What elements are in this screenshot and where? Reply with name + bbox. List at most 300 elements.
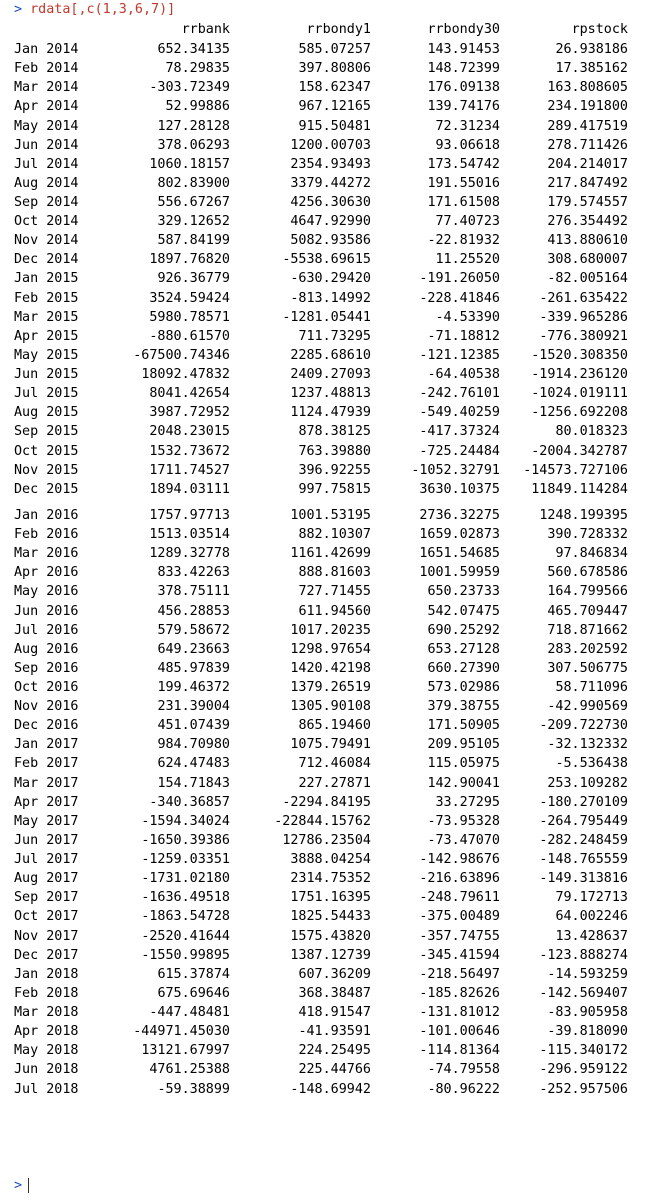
rpstock-value: 26.938186 <box>555 42 628 57</box>
rpstock-value: -1520.308350 <box>531 347 628 363</box>
table-row <box>0 850 658 869</box>
table-row <box>0 78 658 97</box>
rrbondy1-value: 882.10307 <box>298 527 371 542</box>
rrbondy1-value: 865.19460 <box>298 718 371 734</box>
rpstock-value: 560.678586 <box>547 565 628 581</box>
rrbank-value: -303.72349 <box>149 80 230 96</box>
rrbondy1-value: 1298.97654 <box>290 641 371 657</box>
rrbank-value: 1060.18157 <box>149 156 230 172</box>
rrbondy30-value: 660.27390 <box>427 660 500 676</box>
table-row <box>0 422 658 441</box>
rpstock-value: 217.847492 <box>547 175 628 191</box>
rrbank-value: 675.69646 <box>157 985 230 1001</box>
rrbondy1-value: 1161.42699 <box>290 546 371 562</box>
rrbank-value: 587.84199 <box>157 233 230 249</box>
rrbondy1-value: 727.71455 <box>298 584 371 600</box>
rpstock-value: -282.248459 <box>539 832 628 848</box>
rrbank-value: -447.48481 <box>149 1005 230 1020</box>
column-header-rrbank: rrbank <box>181 22 230 37</box>
table-row <box>0 97 658 116</box>
table-row <box>0 812 658 831</box>
rrbondy30-value: 171.50905 <box>427 718 500 734</box>
rrbondy30-value: 573.02986 <box>427 680 500 695</box>
console-prompt: > <box>14 2 23 17</box>
rrbondy30-value: -121.12385 <box>419 347 500 363</box>
table-row <box>0 716 658 735</box>
rpstock-value: -142.569407 <box>539 985 628 1001</box>
rrbondy1-value: 967.12165 <box>298 99 371 115</box>
rrbondy30-value: 650.23733 <box>427 584 500 600</box>
row-date: Dec 2015 <box>14 481 79 497</box>
rpstock-value: 204.214017 <box>547 156 628 172</box>
rrbondy30-value: -725.24484 <box>419 443 500 459</box>
table-row <box>0 621 658 640</box>
rrbondy1-value: 1379.26519 <box>290 680 371 695</box>
column-header-rrbondy30: rrbondy30 <box>427 22 500 37</box>
row-date: Dec 2016 <box>14 718 79 734</box>
rrbondy1-value: 1825.54433 <box>290 909 371 925</box>
rrbondy1-value: 611.94560 <box>298 603 371 619</box>
rrbondy1-value: 997.75815 <box>298 481 371 497</box>
rpstock-value: 163.808605 <box>547 80 628 96</box>
row-date: Sep 2015 <box>14 424 79 440</box>
rrbondy30-value: -101.00646 <box>419 1024 500 1040</box>
table-row <box>0 136 658 155</box>
rpstock-value: 13.428637 <box>555 928 628 944</box>
table-row <box>0 946 658 965</box>
row-date: Jul 2014 <box>14 156 79 172</box>
rrbondy30-value: -131.81012 <box>419 1005 500 1020</box>
rrbondy30-value: 209.95105 <box>427 737 500 753</box>
rrbondy30-value: 139.74176 <box>427 99 500 115</box>
rrbank-value: 127.28128 <box>157 118 230 134</box>
row-date: Jun 2015 <box>14 367 79 382</box>
row-date: Oct 2014 <box>14 214 79 230</box>
table-row <box>0 793 658 812</box>
rrbondy30-value: 653.27128 <box>427 641 500 657</box>
rrbondy1-value: 888.81603 <box>298 565 371 581</box>
rrbondy30-value: -216.63896 <box>419 871 500 887</box>
table-row <box>0 1060 658 1079</box>
rpstock-value: -115.340172 <box>539 1043 628 1059</box>
rrbank-value: -880.61570 <box>149 328 230 344</box>
table-row <box>0 888 658 907</box>
rpstock-value: -148.765559 <box>539 852 628 867</box>
rpstock-value: -39.818090 <box>547 1024 628 1040</box>
rpstock-value: -42.990569 <box>547 699 628 715</box>
rrbondy1-value: -630.29420 <box>290 271 371 287</box>
input-prompt: > <box>14 1178 23 1193</box>
row-date: Jan 2015 <box>14 271 79 287</box>
rrbondy1-value: 396.92255 <box>298 462 371 478</box>
rrbondy30-value: 191.55016 <box>427 175 500 191</box>
row-date: Dec 2017 <box>14 947 79 963</box>
rrbondy1-value: -1281.05441 <box>282 309 371 325</box>
table-row <box>0 544 658 563</box>
table-row <box>0 697 658 716</box>
table-row <box>0 289 658 308</box>
rrbondy30-value: 77.40723 <box>435 214 500 230</box>
rrbondy30-value: -71.18812 <box>427 328 500 344</box>
rrbondy30-value: 171.61508 <box>427 195 500 210</box>
rrbank-value: 579.58672 <box>157 622 230 638</box>
rpstock-value: -1256.692208 <box>531 405 628 421</box>
rpstock-value: -264.795449 <box>539 813 628 829</box>
rpstock-value: 234.191800 <box>547 99 628 115</box>
rpstock-value: -149.313816 <box>539 871 628 887</box>
rrbank-value: -44971.45030 <box>133 1024 230 1040</box>
row-date: Jan 2016 <box>14 507 79 523</box>
row-date: Jan 2018 <box>14 966 79 982</box>
rrbank-value: -1650.39386 <box>141 832 230 848</box>
rrbondy1-value: 225.44766 <box>298 1062 371 1078</box>
row-date: May 2018 <box>14 1043 79 1059</box>
rrbondy1-value: 227.27871 <box>298 775 371 791</box>
row-date: May 2017 <box>14 813 79 829</box>
row-date: Jun 2016 <box>14 603 79 619</box>
rrbondy1-value: 397.80806 <box>298 61 371 77</box>
rpstock-value: 308.680007 <box>547 252 628 268</box>
rrbondy30-value: 148.72399 <box>427 61 500 77</box>
rrbank-value: 485.97839 <box>157 660 230 676</box>
rrbondy1-value: 915.50481 <box>298 118 371 134</box>
rpstock-value: -776.380921 <box>539 328 628 344</box>
rrbondy30-value: -228.41846 <box>419 290 500 306</box>
rrbondy1-value: 4256.30630 <box>290 195 371 210</box>
rrbondy1-value: 878.38125 <box>298 424 371 440</box>
rrbank-value: 652.34135 <box>157 42 230 57</box>
rrbank-value: 1894.03111 <box>149 481 230 497</box>
rrbondy1-value: 1075.79491 <box>290 737 371 753</box>
rrbank-value: 2048.23015 <box>149 424 230 440</box>
rrbondy30-value: -64.40538 <box>427 367 500 382</box>
rrbondy1-value: 368.38487 <box>298 985 371 1001</box>
rrbondy30-value: 93.06618 <box>435 137 500 153</box>
table-row <box>0 461 658 480</box>
rpstock-value: 17.385162 <box>555 61 628 77</box>
rrbank-value: 13121.67997 <box>141 1043 230 1059</box>
rrbondy1-value: 5082.93586 <box>290 233 371 249</box>
rpstock-value: -82.005164 <box>547 271 628 287</box>
rpstock-value: 253.109282 <box>547 775 628 791</box>
table-row <box>0 1022 658 1041</box>
rpstock-value: -1024.019111 <box>531 386 628 402</box>
rpstock-value: 413.880610 <box>547 233 628 249</box>
rrbondy30-value: 2736.32275 <box>419 507 500 523</box>
rpstock-value: 465.709447 <box>547 603 628 619</box>
row-date: Jan 2014 <box>14 42 79 57</box>
rrbank-value: 1289.32778 <box>149 546 230 562</box>
rpstock-value: -5.536438 <box>555 756 628 772</box>
row-date: Feb 2017 <box>14 756 79 772</box>
rpstock-value: -296.959122 <box>539 1062 628 1078</box>
rrbank-value: 926.36779 <box>157 271 230 287</box>
rrbank-value: 52.99886 <box>165 99 230 115</box>
rrbondy30-value: 173.54742 <box>427 156 500 172</box>
table-row <box>0 365 658 384</box>
rrbondy1-value: 1001.53195 <box>290 507 371 523</box>
row-date: Oct 2016 <box>14 680 79 695</box>
table-row <box>0 193 658 212</box>
rrbank-value: 5980.78571 <box>149 309 230 325</box>
rrbondy30-value: -417.37324 <box>419 424 500 440</box>
row-date: May 2016 <box>14 584 79 600</box>
table-row <box>0 1003 658 1022</box>
table-row <box>0 384 658 403</box>
column-header-row <box>0 20 658 39</box>
row-date: Aug 2016 <box>14 641 79 657</box>
rrbank-value: -1594.34024 <box>141 813 230 829</box>
row-date: Jan 2017 <box>14 737 79 753</box>
rrbondy1-value: 2409.27093 <box>290 367 371 382</box>
rpstock-value: -2004.342787 <box>531 443 628 459</box>
rpstock-value: 97.846834 <box>555 546 628 562</box>
rrbank-value: -1550.99895 <box>141 947 230 963</box>
rpstock-value: 278.711426 <box>547 137 628 153</box>
rpstock-value: -123.888274 <box>539 947 628 963</box>
rrbondy30-value: 1001.59959 <box>419 565 500 581</box>
row-date: Nov 2015 <box>14 462 79 478</box>
row-date: Nov 2016 <box>14 699 79 715</box>
rpstock-value: 390.728332 <box>547 527 628 542</box>
command-text: rdata[,c(1,3,6,7)] <box>30 2 176 17</box>
rpstock-value: 79.172713 <box>555 890 628 906</box>
rpstock-value: 283.202592 <box>547 641 628 657</box>
rrbondy30-value: -1052.32791 <box>411 462 500 478</box>
row-date: Sep 2014 <box>14 195 79 210</box>
rrbondy1-value: 711.73295 <box>298 328 371 344</box>
table-row <box>0 774 658 793</box>
rrbondy30-value: -74.79558 <box>427 1062 500 1078</box>
rrbondy1-value: -41.93591 <box>298 1024 371 1040</box>
rrbondy30-value: 142.90041 <box>427 775 500 791</box>
rpstock-value: -252.957506 <box>539 1081 628 1097</box>
table-row <box>0 327 658 346</box>
table-row <box>0 907 658 926</box>
rpstock-value: 1248.199395 <box>539 507 628 523</box>
row-date: Jul 2017 <box>14 852 79 867</box>
rrbondy1-value: 1420.42198 <box>290 660 371 676</box>
rrbondy1-value: 12786.23504 <box>282 832 371 848</box>
rrbondy30-value: 33.27295 <box>435 794 500 810</box>
row-date: Apr 2015 <box>14 328 79 344</box>
rpstock-value: 58.711096 <box>555 680 628 695</box>
row-date: Nov 2017 <box>14 928 79 944</box>
rrbondy1-value: 1575.43820 <box>290 928 371 944</box>
rrbondy30-value: -185.82626 <box>419 985 500 1001</box>
row-date: Apr 2016 <box>14 565 79 581</box>
rrbondy1-value: 2314.75352 <box>290 871 371 887</box>
rrbondy1-value: -5538.69615 <box>282 252 371 268</box>
rrbank-value: -1863.54728 <box>141 909 230 925</box>
rrbondy1-value: 4647.92990 <box>290 214 371 230</box>
table-row <box>0 40 658 59</box>
row-date: Aug 2017 <box>14 871 79 887</box>
column-header-rpstock: rpstock <box>571 22 628 37</box>
table-row <box>0 1080 658 1099</box>
rrbank-value: 615.37874 <box>157 966 230 982</box>
rrbank-value: 8041.42654 <box>149 386 230 402</box>
rrbank-value: 1757.97713 <box>149 507 230 523</box>
input-line[interactable] <box>14 1176 29 1196</box>
rrbondy30-value: 115.05975 <box>427 756 500 772</box>
rpstock-value: 11849.114284 <box>531 481 628 497</box>
table-row <box>0 403 658 422</box>
rrbondy30-value: 1659.02873 <box>419 527 500 542</box>
table-row <box>0 250 658 269</box>
rrbondy30-value: 143.91453 <box>427 42 500 57</box>
rpstock-value: -14.593259 <box>547 966 628 982</box>
rrbondy30-value: 1651.54685 <box>419 546 500 562</box>
rpstock-value: -261.635422 <box>539 290 628 306</box>
rrbondy1-value: 1200.00703 <box>290 137 371 153</box>
rrbank-value: 1897.76820 <box>149 252 230 268</box>
table-row <box>0 525 658 544</box>
rrbondy1-value: 1017.20235 <box>290 622 371 638</box>
rrbank-value: 3987.72952 <box>149 405 230 421</box>
table-row <box>0 831 658 850</box>
table-row <box>0 659 658 678</box>
table-row <box>0 1041 658 1060</box>
row-date: Dec 2014 <box>14 252 79 268</box>
rrbank-value: -340.36857 <box>149 794 230 810</box>
table-row <box>0 174 658 193</box>
rrbondy30-value: -242.76101 <box>419 386 500 402</box>
rrbank-value: 1532.73672 <box>149 443 230 459</box>
table-row <box>0 308 658 327</box>
rrbank-value: 4761.25388 <box>149 1062 230 1078</box>
row-date: May 2015 <box>14 347 79 363</box>
rrbondy1-value: 1387.12739 <box>290 947 371 963</box>
rrbondy1-value: 418.91547 <box>298 1005 371 1020</box>
rrbondy1-value: -148.69942 <box>290 1081 371 1097</box>
table-row <box>0 480 658 499</box>
table-row <box>0 212 658 231</box>
rrbank-value: -1731.02180 <box>141 871 230 887</box>
row-date: Nov 2014 <box>14 233 79 249</box>
row-date: Mar 2017 <box>14 775 79 791</box>
rpstock-value: 80.018323 <box>555 424 628 440</box>
row-date: Jul 2015 <box>14 386 79 402</box>
rrbank-value: 1711.74527 <box>149 462 230 478</box>
row-date: Jul 2016 <box>14 622 79 638</box>
table-row <box>0 442 658 461</box>
row-date: Apr 2014 <box>14 99 79 115</box>
rrbondy30-value: 379.38755 <box>427 699 500 715</box>
rpstock-value: 164.799566 <box>547 584 628 600</box>
rrbondy30-value: -73.47070 <box>427 832 500 848</box>
rrbondy30-value: -248.79611 <box>419 890 500 906</box>
rrbank-value: -1636.49518 <box>141 890 230 906</box>
rrbank-value: -67500.74346 <box>133 347 230 363</box>
rrbondy30-value: -218.56497 <box>419 966 500 982</box>
table-row <box>0 582 658 601</box>
rrbondy30-value: 3630.10375 <box>419 481 500 497</box>
row-date: Aug 2014 <box>14 175 79 191</box>
rrbank-value: 154.71843 <box>157 775 230 791</box>
rrbank-value: 78.29835 <box>165 61 230 77</box>
table-row <box>0 117 658 136</box>
rpstock-value: -83.905958 <box>547 1005 628 1020</box>
text-cursor <box>28 1178 29 1193</box>
table-row <box>0 231 658 250</box>
rrbondy1-value: -813.14992 <box>290 290 371 306</box>
row-date: Sep 2016 <box>14 660 79 676</box>
table-row <box>0 602 658 621</box>
rpstock-value: 289.417519 <box>547 118 628 134</box>
rrbank-value: 984.70980 <box>157 737 230 753</box>
row-date: Apr 2018 <box>14 1024 79 1040</box>
rrbank-value: 378.06293 <box>157 137 230 153</box>
table-row <box>0 506 658 525</box>
row-date: Aug 2015 <box>14 405 79 421</box>
rpstock-value: 718.871662 <box>547 622 628 638</box>
table-row <box>0 640 658 659</box>
row-date: Jun 2018 <box>14 1062 79 1078</box>
rrbank-value: 231.39004 <box>157 699 230 715</box>
row-date: Mar 2014 <box>14 80 79 96</box>
rpstock-value: 179.574557 <box>547 195 628 210</box>
rrbondy30-value: 690.25292 <box>427 622 500 638</box>
rrbondy1-value: 712.46084 <box>298 756 371 772</box>
table-row <box>0 563 658 582</box>
rrbank-value: 802.83900 <box>157 175 230 191</box>
rrbank-value: 649.23663 <box>157 641 230 657</box>
rrbondy30-value: 176.09138 <box>427 80 500 96</box>
table-row <box>0 927 658 946</box>
row-date: Mar 2018 <box>14 1005 79 1020</box>
rrbondy30-value: -142.98676 <box>419 852 500 867</box>
row-date: Jun 2017 <box>14 832 79 848</box>
rrbank-value: 378.75111 <box>157 584 230 600</box>
rrbondy1-value: 3888.04254 <box>290 852 371 867</box>
rpstock-value: 307.506775 <box>547 660 628 676</box>
rrbank-value: 833.42263 <box>157 565 230 581</box>
rrbondy1-value: 1751.16395 <box>290 890 371 906</box>
rpstock-value: 64.002246 <box>555 909 628 925</box>
row-date: Mar 2015 <box>14 309 79 325</box>
rpstock-value: 276.354492 <box>547 214 628 230</box>
rrbondy1-value: 763.39880 <box>298 443 371 459</box>
rrbondy1-value: 1305.90108 <box>290 699 371 715</box>
row-date: Mar 2016 <box>14 546 79 562</box>
rrbank-value: 556.67267 <box>157 195 230 210</box>
table-row <box>0 754 658 773</box>
rrbondy1-value: 585.07257 <box>298 42 371 57</box>
rrbondy1-value: -2294.84195 <box>282 794 371 810</box>
rrbank-value: 1513.03514 <box>149 527 230 542</box>
rpstock-value: -32.132332 <box>547 737 628 753</box>
table-row <box>0 965 658 984</box>
rrbondy30-value: 72.31234 <box>435 118 500 134</box>
column-header-rrbondy1: rrbondy1 <box>306 22 371 37</box>
rrbondy1-value: 3379.44272 <box>290 175 371 191</box>
rpstock-value: -14573.727106 <box>523 462 628 478</box>
rrbank-value: 456.28853 <box>157 603 230 619</box>
rrbondy1-value: 607.36209 <box>298 966 371 982</box>
table-row <box>0 869 658 888</box>
rrbank-value: 199.46372 <box>157 680 230 695</box>
table-row <box>0 269 658 288</box>
row-date: Feb 2016 <box>14 527 79 542</box>
rrbondy30-value: -4.53390 <box>435 309 500 325</box>
rrbank-value: 624.47483 <box>157 756 230 772</box>
command-line <box>14 0 175 20</box>
row-date: Oct 2015 <box>14 443 79 459</box>
row-date: May 2014 <box>14 118 79 134</box>
rrbank-value: 18092.47832 <box>141 367 230 382</box>
rrbank-value: -2520.41644 <box>141 928 230 944</box>
